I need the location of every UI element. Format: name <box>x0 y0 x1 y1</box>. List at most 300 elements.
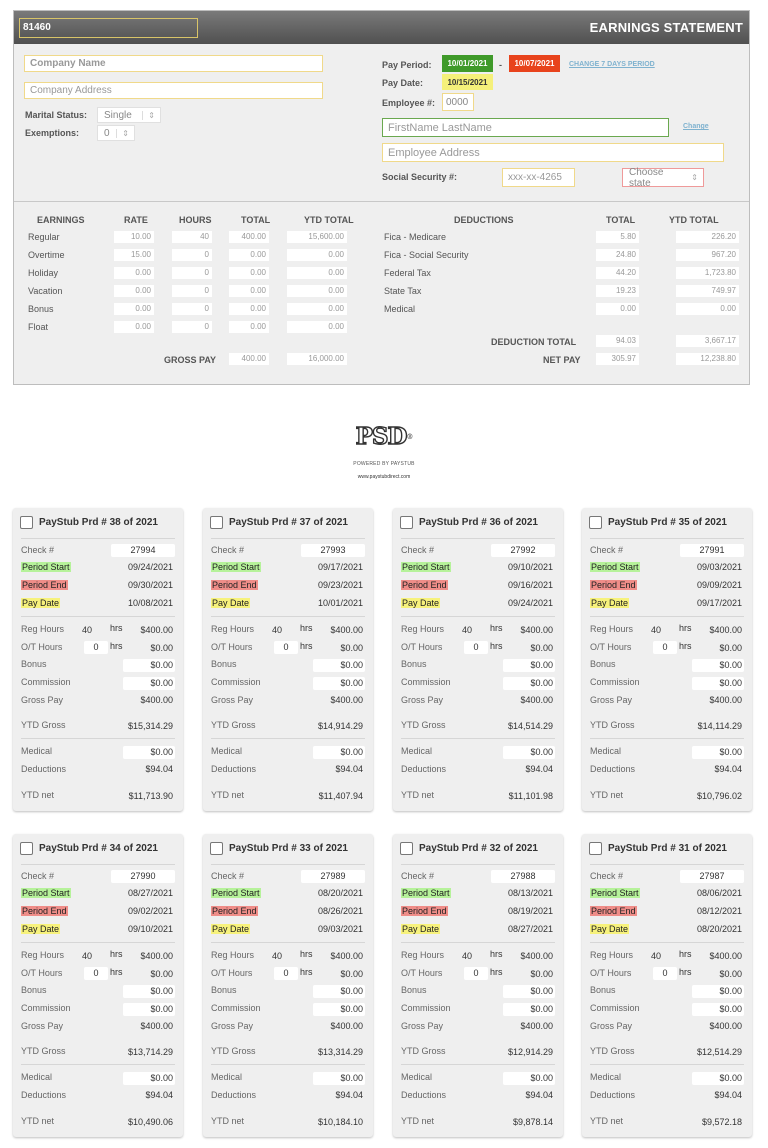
marital-status-label: Marital Status: <box>25 110 88 120</box>
gross-pay-label: Gross Pay <box>211 695 254 705</box>
ot-hours-label: O/T Hours <box>211 642 253 652</box>
reg-hours-label: Reg Hours <box>590 624 634 634</box>
hrs-unit: hrs <box>300 641 313 651</box>
earnings-row-label: Vacation <box>28 286 63 296</box>
ytd-net-value: $10,796.02 <box>696 791 742 801</box>
reg-hours-value: 40 <box>272 951 283 961</box>
period-end-value: 09/16/2021 <box>507 580 553 590</box>
ytd-net-value: $10,184.10 <box>317 1117 363 1127</box>
deduction-total-value[interactable]: 94.03 <box>596 335 639 347</box>
pay-date-label: Pay Date <box>212 924 250 934</box>
reg-hours-label: Reg Hours <box>211 950 255 960</box>
bonus-input[interactable]: $0.00 <box>123 659 175 672</box>
check-number-input[interactable]: 27992 <box>491 544 555 557</box>
medical-label: Medical <box>590 746 622 756</box>
rate-input[interactable]: 10.00 <box>114 231 154 243</box>
pay-date-value[interactable]: 10/15/2021 <box>442 74 493 90</box>
earnings-row-label: Regular <box>28 232 60 242</box>
bonus-input[interactable]: $0.00 <box>313 985 365 998</box>
net-pay-label: NET PAY <box>543 355 581 365</box>
check-label: Check # <box>590 871 624 881</box>
hrs-unit: hrs <box>300 623 313 633</box>
deductions-value: $94.04 <box>145 764 173 774</box>
card-divider <box>21 864 175 865</box>
bonus-label: Bonus <box>211 985 237 995</box>
deductions-value: $94.04 <box>335 764 363 774</box>
ot-amount: $0.00 <box>150 643 173 653</box>
reg-amount: $400.00 <box>709 625 742 635</box>
reg-amount: $400.00 <box>140 951 173 961</box>
pay-date-value: 10/01/2021 <box>317 598 363 608</box>
logo-url[interactable]: www.paystubdirect.com <box>357 474 411 480</box>
medical-input[interactable]: $0.00 <box>123 746 175 759</box>
reg-amount: $400.00 <box>520 951 553 961</box>
pay-date-label: Pay Date <box>212 598 250 608</box>
ot-hours-input[interactable]: 0 <box>84 967 108 980</box>
gross-pay-value: $400.00 <box>520 695 553 705</box>
medical-input[interactable]: $0.00 <box>692 746 744 759</box>
ssn-input[interactable]: xxx-xx-4265 <box>502 168 575 187</box>
reg-amount: $400.00 <box>330 625 363 635</box>
bonus-label: Bonus <box>401 659 427 669</box>
medical-label: Medical <box>21 746 53 756</box>
deductions-value: $94.04 <box>714 764 742 774</box>
statement-id-input[interactable]: 81460 <box>19 18 198 38</box>
hrs-unit: hrs <box>679 949 692 959</box>
ot-amount: $0.00 <box>340 969 363 979</box>
card-divider <box>590 864 744 865</box>
paystub-card <box>13 508 183 811</box>
ytd-net-label: YTD net <box>211 790 245 800</box>
total-input[interactable]: 400.00 <box>229 231 269 243</box>
period-end-value: 09/02/2021 <box>127 906 173 916</box>
bonus-label: Bonus <box>211 659 237 669</box>
hrs-unit: hrs <box>490 641 503 651</box>
check-number-input[interactable]: 27988 <box>491 870 555 883</box>
ot-hours-input[interactable]: 0 <box>274 967 298 980</box>
period-end-label: Period End <box>591 580 636 590</box>
hours-input[interactable]: 0 <box>172 285 212 297</box>
gross-pay-label: Gross Pay <box>211 1021 254 1031</box>
check-number-input[interactable]: 27993 <box>301 544 365 557</box>
deductions-label: Deductions <box>21 1090 67 1100</box>
period-start-value: 09/17/2021 <box>317 562 363 572</box>
select-checkbox[interactable] <box>400 516 413 529</box>
pay-date-label: Pay Date: <box>382 78 424 88</box>
reg-amount: $400.00 <box>709 951 742 961</box>
deduction-ytd-input[interactable]: 226.20 <box>676 231 739 243</box>
bonus-label: Bonus <box>21 985 47 995</box>
gross-pay-value: $400.00 <box>140 695 173 705</box>
card-title: PayStub Prd # 34 of 2021 <box>39 843 158 854</box>
employee-address-input[interactable]: Employee Address <box>382 143 724 162</box>
ot-amount: $0.00 <box>530 969 553 979</box>
period-start-value: 08/27/2021 <box>127 888 173 898</box>
gross-pay-label: GROSS PAY <box>164 355 217 365</box>
card-title: PayStub Prd # 37 of 2021 <box>229 517 348 528</box>
bonus-label: Bonus <box>590 985 616 995</box>
deduction-total-input[interactable]: 0.00 <box>596 303 639 315</box>
deductions-header: DEDUCTIONS <box>454 215 514 225</box>
medical-label: Medical <box>590 1072 622 1082</box>
check-label: Check # <box>21 871 55 881</box>
card-divider <box>211 864 365 865</box>
total-input[interactable]: 0.00 <box>229 303 269 315</box>
card-divider <box>211 738 365 739</box>
exemptions-select[interactable] <box>97 125 135 141</box>
ytd-total-input[interactable]: 0.00 <box>287 303 347 315</box>
card-divider <box>21 538 175 539</box>
ot-hours-label: O/T Hours <box>401 968 443 978</box>
pay-date-label: Pay Date <box>591 598 629 608</box>
earnings-row-label: Bonus <box>28 304 54 314</box>
pay-date-value: 08/20/2021 <box>696 924 742 934</box>
ot-amount: $0.00 <box>719 643 742 653</box>
deduction-row-label: Federal Tax <box>384 268 431 278</box>
pay-date-value: 10/08/2021 <box>127 598 173 608</box>
ot-hours-input[interactable]: 0 <box>84 641 108 654</box>
ytd-net-value: $10,490.06 <box>127 1117 173 1127</box>
medical-label: Medical <box>211 746 243 756</box>
ytd-net-label: YTD net <box>21 790 55 800</box>
ytd-total-input[interactable]: 15,600.00 <box>287 231 347 243</box>
ytd-gross-value: $13,714.29 <box>127 1047 173 1057</box>
card-divider <box>211 538 365 539</box>
card-divider <box>590 942 744 943</box>
period-start-label: Period Start <box>22 888 70 898</box>
rate-input[interactable]: 0.00 <box>114 321 154 333</box>
ytd-gross-label: YTD Gross <box>401 1046 446 1056</box>
card-divider <box>211 942 365 943</box>
pay-date-label: Pay Date <box>402 598 440 608</box>
paystub-card <box>203 834 373 1137</box>
deductions-total-header: TOTAL <box>606 215 636 225</box>
registered-mark: ® <box>406 432 413 441</box>
period-start-label: Period Start <box>402 888 450 898</box>
period-start-label: Period Start <box>402 562 450 572</box>
gross-pay-total[interactable]: 400.00 <box>229 353 269 365</box>
reg-hours-value: 40 <box>82 951 93 961</box>
ot-hours-label: O/T Hours <box>211 968 253 978</box>
card-header <box>400 516 538 529</box>
rate-input[interactable]: 0.00 <box>114 267 154 279</box>
gross-pay-label: Gross Pay <box>590 1021 633 1031</box>
rate-input[interactable]: 0.00 <box>114 285 154 297</box>
paystub-card <box>582 834 752 1137</box>
ot-hours-label: O/T Hours <box>590 968 632 978</box>
bonus-input[interactable]: $0.00 <box>313 659 365 672</box>
ytd-net-value: $9,572.18 <box>701 1117 742 1127</box>
select-checkbox[interactable] <box>20 516 33 529</box>
paystub-card <box>13 834 183 1137</box>
ytd-net-value: $9,878.14 <box>512 1117 553 1127</box>
ytd-total-input[interactable]: 0.00 <box>287 267 347 279</box>
bonus-input[interactable]: $0.00 <box>123 985 175 998</box>
deductions-label: Deductions <box>590 764 636 774</box>
select-arrows-icon: ⇕ <box>142 111 155 120</box>
gross-pay-value: $400.00 <box>330 1021 363 1031</box>
commission-input[interactable]: $0.00 <box>692 1003 744 1016</box>
period-start-value: 08/06/2021 <box>696 888 742 898</box>
period-start-label: Period Start <box>591 562 639 572</box>
deduction-ytd-input[interactable]: 749.97 <box>676 285 739 297</box>
card-header <box>20 516 158 529</box>
card-divider <box>401 1064 555 1065</box>
ytd-net-value: $11,101.98 <box>508 791 553 801</box>
ot-hours-input[interactable]: 0 <box>464 967 488 980</box>
hours-input[interactable]: 0 <box>172 249 212 261</box>
card-divider <box>211 616 365 617</box>
check-label: Check # <box>21 545 55 555</box>
period-start-label: Period Start <box>591 888 639 898</box>
select-checkbox[interactable] <box>589 516 602 529</box>
select-arrows-icon: ⇕ <box>691 173 698 182</box>
state-select-value: Choose state <box>629 166 664 189</box>
select-checkbox[interactable] <box>210 842 223 855</box>
bonus-input[interactable]: $0.00 <box>503 985 555 998</box>
card-title: PayStub Prd # 33 of 2021 <box>229 843 348 854</box>
commission-label: Commission <box>590 677 640 687</box>
ytd-net-label: YTD net <box>401 790 435 800</box>
ssn-label: Social Security #: <box>382 172 458 182</box>
deductions-value: $94.04 <box>525 764 553 774</box>
card-title: PayStub Prd # 38 of 2021 <box>39 517 158 528</box>
card-divider <box>401 864 555 865</box>
net-pay-value[interactable]: 305.97 <box>596 353 639 365</box>
ytd-gross-label: YTD Gross <box>590 720 635 730</box>
commission-input[interactable]: $0.00 <box>313 677 365 690</box>
paystub-card <box>203 508 373 811</box>
medical-input[interactable]: $0.00 <box>313 746 365 759</box>
check-label: Check # <box>211 871 245 881</box>
card-divider <box>21 616 175 617</box>
commission-input[interactable]: $0.00 <box>692 677 744 690</box>
period-end-value: 09/30/2021 <box>127 580 173 590</box>
check-number-input[interactable]: 27991 <box>680 544 744 557</box>
state-select[interactable] <box>622 168 704 187</box>
earnings-row-label: Overtime <box>28 250 65 260</box>
ytd-gross-label: YTD Gross <box>401 720 446 730</box>
deductions-label: Deductions <box>401 1090 447 1100</box>
period-end-value: 08/12/2021 <box>696 906 742 916</box>
period-start-value: 09/10/2021 <box>507 562 553 572</box>
ot-hours-input[interactable]: 0 <box>653 641 677 654</box>
card-divider <box>590 738 744 739</box>
paystub-card <box>582 508 752 811</box>
hours-input[interactable]: 0 <box>172 267 212 279</box>
period-start-value: 09/24/2021 <box>127 562 173 572</box>
deduction-total-input[interactable]: 5.80 <box>596 231 639 243</box>
deduction-total-input[interactable]: 44.20 <box>596 267 639 279</box>
commission-label: Commission <box>211 677 261 687</box>
employee-number-label: Employee #: <box>382 98 436 108</box>
reg-hours-label: Reg Hours <box>21 624 65 634</box>
ytd-gross-label: YTD Gross <box>21 1046 66 1056</box>
gross-pay-value: $400.00 <box>140 1021 173 1031</box>
ot-hours-input[interactable]: 0 <box>274 641 298 654</box>
ytd-gross-value: $14,914.29 <box>317 721 363 731</box>
reg-hours-label: Reg Hours <box>21 950 65 960</box>
period-end-label: Period End <box>22 580 67 590</box>
reg-amount: $400.00 <box>140 625 173 635</box>
reg-hours-label: Reg Hours <box>401 624 445 634</box>
medical-label: Medical <box>211 1072 243 1082</box>
deduction-total-label: DEDUCTION TOTAL <box>491 337 577 347</box>
earnings-statement-panel <box>13 10 750 385</box>
rate-input[interactable]: 0.00 <box>114 303 154 315</box>
ytd-total-input[interactable]: 0.00 <box>287 321 347 333</box>
check-number-input[interactable]: 27989 <box>301 870 365 883</box>
card-header <box>589 842 727 855</box>
deductions-label: Deductions <box>211 764 257 774</box>
net-pay-ytd[interactable]: 12,238.80 <box>676 353 739 365</box>
medical-input[interactable]: $0.00 <box>503 746 555 759</box>
reg-amount: $400.00 <box>520 625 553 635</box>
rate-header: RATE <box>124 215 148 225</box>
deduction-total-input[interactable]: 19.23 <box>596 285 639 297</box>
logo-text: PSD <box>355 423 407 450</box>
gross-pay-label: Gross Pay <box>21 1021 64 1031</box>
company-name-input[interactable]: Company Name <box>24 55 323 72</box>
deduction-total-ytd[interactable]: 3,667.17 <box>676 335 739 347</box>
check-number-input[interactable]: 27987 <box>680 870 744 883</box>
ot-amount: $0.00 <box>150 969 173 979</box>
hours-input[interactable]: 0 <box>172 303 212 315</box>
pay-date-value: 08/27/2021 <box>507 924 553 934</box>
deduction-ytd-input[interactable]: 967.20 <box>676 249 739 261</box>
select-checkbox[interactable] <box>20 842 33 855</box>
hours-input[interactable]: 40 <box>172 231 212 243</box>
rate-input[interactable]: 15.00 <box>114 249 154 261</box>
total-input[interactable]: 0.00 <box>229 285 269 297</box>
pay-date-value: 09/03/2021 <box>317 924 363 934</box>
ytd-net-value: $11,407.94 <box>318 791 363 801</box>
bonus-input[interactable]: $0.00 <box>692 659 744 672</box>
commission-label: Commission <box>401 1003 451 1013</box>
card-divider <box>590 1064 744 1065</box>
psd-logo <box>0 425 768 480</box>
card-title: PayStub Prd # 31 of 2021 <box>608 843 727 854</box>
ytd-total-input[interactable]: 0.00 <box>287 249 347 261</box>
total-input[interactable]: 0.00 <box>229 267 269 279</box>
hrs-unit: hrs <box>490 623 503 633</box>
commission-input[interactable]: $0.00 <box>123 1003 175 1016</box>
employee-number-input[interactable]: 0000 <box>442 93 474 111</box>
select-checkbox[interactable] <box>210 516 223 529</box>
employee-name-input[interactable]: FirstName LastName <box>382 118 669 137</box>
ytd-net-label: YTD net <box>211 1116 245 1126</box>
ytd-net-label: YTD net <box>590 1116 624 1126</box>
gross-pay-ytd[interactable]: 16,000.00 <box>287 353 347 365</box>
total-input[interactable]: 0.00 <box>229 249 269 261</box>
total-header: TOTAL <box>241 215 271 225</box>
bonus-input[interactable]: $0.00 <box>692 985 744 998</box>
ytd-gross-label: YTD Gross <box>590 1046 635 1056</box>
reg-hours-value: 40 <box>651 951 662 961</box>
change-period-link[interactable]: CHANGE 7 DAYS PERIOD <box>569 61 655 68</box>
reg-amount: $400.00 <box>330 951 363 961</box>
medical-input[interactable]: $0.00 <box>692 1072 744 1085</box>
gross-pay-label: Gross Pay <box>21 695 64 705</box>
logo-mark <box>0 425 768 449</box>
bonus-label: Bonus <box>590 659 616 669</box>
gross-pay-value: $400.00 <box>330 695 363 705</box>
reg-hours-value: 40 <box>462 625 473 635</box>
hours-input[interactable]: 0 <box>172 321 212 333</box>
deduction-ytd-input[interactable]: 1,723.80 <box>676 267 739 279</box>
change-employee-link[interactable]: Change <box>683 123 709 130</box>
exemptions-value: 0 <box>104 127 110 139</box>
ytd-gross-value: $13,314.29 <box>317 1047 363 1057</box>
commission-input[interactable]: $0.00 <box>503 677 555 690</box>
ot-hours-input[interactable]: 0 <box>653 967 677 980</box>
company-address-input[interactable]: Company Address <box>24 82 323 99</box>
medical-input[interactable]: $0.00 <box>503 1072 555 1085</box>
ytd-total-input[interactable]: 0.00 <box>287 285 347 297</box>
bonus-input[interactable]: $0.00 <box>503 659 555 672</box>
card-divider <box>21 738 175 739</box>
medical-input[interactable]: $0.00 <box>313 1072 365 1085</box>
card-header <box>400 842 538 855</box>
deduction-ytd-input[interactable]: 0.00 <box>676 303 739 315</box>
hrs-unit: hrs <box>110 641 123 651</box>
gross-pay-label: Gross Pay <box>590 695 633 705</box>
medical-input[interactable]: $0.00 <box>123 1072 175 1085</box>
total-input[interactable]: 0.00 <box>229 321 269 333</box>
card-header <box>20 842 158 855</box>
check-label: Check # <box>211 545 245 555</box>
check-number-input[interactable]: 27994 <box>111 544 175 557</box>
marital-status-select[interactable] <box>97 107 161 123</box>
gross-pay-value: $400.00 <box>709 695 742 705</box>
deductions-ytd-header: YTD TOTAL <box>669 215 719 225</box>
bonus-label: Bonus <box>401 985 427 995</box>
card-divider <box>401 616 555 617</box>
period-start-value: 08/13/2021 <box>507 888 553 898</box>
pay-date-label: Pay Date <box>402 924 440 934</box>
ot-hours-input[interactable]: 0 <box>464 641 488 654</box>
commission-input[interactable]: $0.00 <box>313 1003 365 1016</box>
deductions-label: Deductions <box>590 1090 636 1100</box>
select-checkbox[interactable] <box>400 842 413 855</box>
hrs-unit: hrs <box>679 623 692 633</box>
commission-input[interactable]: $0.00 <box>503 1003 555 1016</box>
commission-label: Commission <box>211 1003 261 1013</box>
ot-hours-label: O/T Hours <box>590 642 632 652</box>
deduction-total-input[interactable]: 24.80 <box>596 249 639 261</box>
reg-hours-label: Reg Hours <box>401 950 445 960</box>
earnings-header: EARNINGS <box>37 215 85 225</box>
hrs-unit: hrs <box>490 967 503 977</box>
hrs-unit: hrs <box>110 623 123 633</box>
ytd-gross-label: YTD Gross <box>211 720 256 730</box>
commission-input[interactable]: $0.00 <box>123 677 175 690</box>
reg-hours-value: 40 <box>82 625 93 635</box>
ot-hours-label: O/T Hours <box>21 968 63 978</box>
deductions-label: Deductions <box>21 764 67 774</box>
select-checkbox[interactable] <box>589 842 602 855</box>
deductions-value: $94.04 <box>335 1090 363 1100</box>
pay-period-start[interactable]: 10/01/2021 <box>442 55 493 72</box>
pay-date-value: 09/17/2021 <box>696 598 742 608</box>
pay-period-end[interactable]: 10/07/2021 <box>509 55 560 72</box>
period-end-label: Period End <box>212 906 257 916</box>
card-divider <box>590 538 744 539</box>
exemptions-label: Exemptions: <box>25 128 80 138</box>
ytd-net-label: YTD net <box>590 790 624 800</box>
card-divider <box>590 616 744 617</box>
check-number-input[interactable]: 27990 <box>111 870 175 883</box>
